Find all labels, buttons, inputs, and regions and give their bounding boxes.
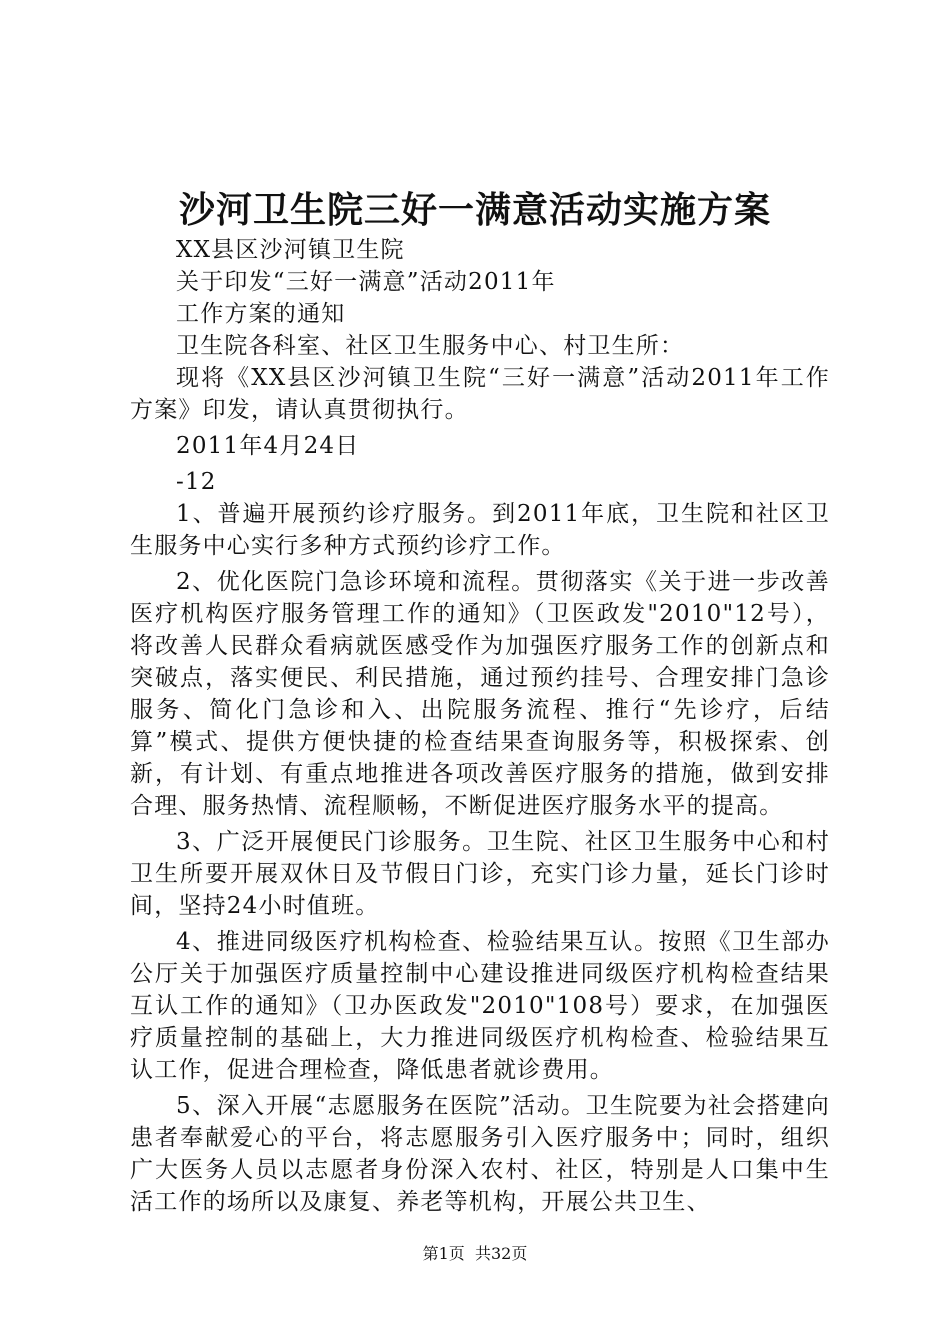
page-footer [0, 1242, 950, 1266]
notice-title-line-2: 工作方案的通知 [176, 301, 346, 327]
recipients-line: 卫生院各科室、社区卫生服务中心、村卫生所： [176, 333, 685, 359]
date-line: 2011年4月24日 [176, 433, 360, 459]
paragraph-item-5: 5、深入开展“志愿服务在医院”活动。卫生院要为社会搭建向患者奉献爱心的平台，将志愿服务引入医疗服务中；同时，组织广大医务人员以志愿者身份深入农村、社区，特别是人口集中生活工作的场所以及康复、养老等机构，开展公共卫生、 [130, 1093, 830, 1215]
issuer-line: XX县区沙河镇卫生院 [176, 237, 405, 263]
page-total: 共32页 [474, 1244, 528, 1263]
document-title: 沙河卫生院三好一满意活动实施方案 [178, 189, 771, 231]
notice-paragraph: 现将《XX县区沙河镇卫生院“三好一满意”活动2011年工作方案》印发，请认真贯彻执行。 [130, 365, 830, 423]
number-line: -12 [176, 469, 217, 495]
paragraph-item-2: 2、优化医院门急诊环境和流程。贯彻落实《关于进一步改善医疗机构医疗服务管理工作的通知》（卫医政发"2010"12号），将改善人民群众看病就医感受作为加强医疗服务工作的创新点和突破点，落实便民、利民措施，通过预约挂号、合理安排门急诊服务、简化门急诊和入、出院服务流程、推行“先诊疗，后结算”模式、提供方便快捷的检查结果查询服务等，积极探索、创新，有计划、有重点地推进各项改善医疗服务的措施，做到安排合理、服务热情、流程顺畅，不断促进医疗服务水平的提高。 [130, 569, 830, 819]
paragraph-item-3: 3、广泛开展便民门诊服务。卫生院、社区卫生服务中心和村卫生所要开展双休日及节假日门诊，充实门诊力量，延长门诊时间，坚持24小时值班。 [130, 829, 830, 919]
page-number: 第1页 [422, 1244, 465, 1263]
paragraph-item-1: 1、普遍开展预约诊疗服务。到2011年底，卫生院和社区卫生服务中心实行多种方式预约诊疗工作。 [130, 501, 830, 559]
document-body [130, 234, 830, 1218]
paragraph-item-4: 4、推进同级医疗机构检查、检验结果互认。按照《卫生部办公厅关于加强医疗质量控制中心建设推进同级医疗机构检查结果互认工作的通知》（卫办医政发"2010"108号）要求，在加强医疗质量控制的基础上，大力推进同级医疗机构检查、检验结果互认工作，促进合理检查，降低患者就诊费用。 [130, 929, 830, 1083]
notice-title-line-1: 关于印发“三好一满意”活动2011年 [176, 269, 556, 295]
